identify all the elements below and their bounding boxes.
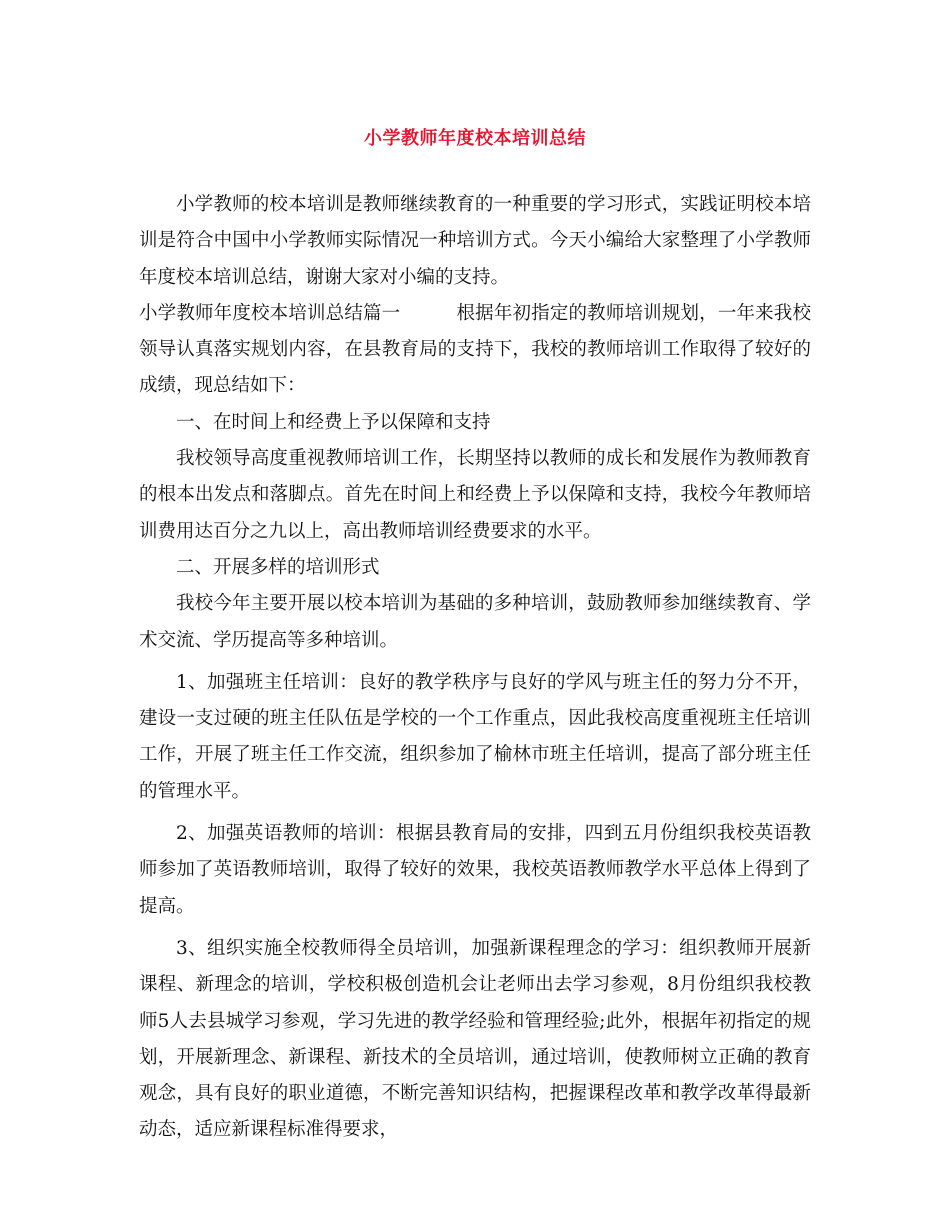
item-class-teacher-training: 1、加强班主任培训：良好的教学秩序与良好的学风与班主任的努力分不开，建设一支过硬的班主任队伍是学校的一个工作重点，因此我校高度重视班主任培训工作，开展了班主任工作交流，组织参加了榆林市班主任培训，提高了部分班主任的管理水平。 bbox=[139, 671, 811, 802]
document-title: 小学教师年度校本培训总结 bbox=[364, 128, 586, 149]
heading-training-forms: 二、开展多样的培训形式 bbox=[176, 556, 380, 578]
paragraph-time-funding: 我校领导高度重视教师培训工作，长期坚持以教师的成长和发展作为教师教育的根本出发点和落脚点。首先在时间上和经费上予以保障和支持，我校今年教师培训费用达百分之九以上，高出教师培训经费要求的水平。 bbox=[139, 448, 811, 542]
item-full-staff-training: 3、组织实施全校教师得全员培训，加强新课程理念的学习：组织教师开展新课程、新理念的培训，学校积极创造机会让老师出去学习参观，8月份组织我校教师5人去县城学习参观，学习先进的教学经验和管理经验;此外，根据年初指定的规划，开展新理念、新课程、新技术的全员培训，通过培训，使教师树立正确的教育观念，具有良好的职业道德，不断完善知识结构，把握课程改革和教学改革得最新动态，适应新课程标准得要求， bbox=[139, 937, 811, 1141]
intro-paragraph: 小学教师的校本培训是教师继续教育的一种重要的学习形式，实践证明校本培训是符合中国中小学教师实际情况一种培训方式。今天小编给大家整理了小学教师年度校本培训总结，谢谢大家对小编的支持。 bbox=[139, 194, 811, 288]
section-paragraph bbox=[139, 296, 811, 405]
document-body bbox=[139, 187, 811, 1149]
heading-time-funding: 一、在时间上和经费上予以保障和支持 bbox=[176, 411, 491, 433]
item-english-teacher-training: 2、加强英语教师的培训：根据县教育局的安排，四到五月份组织我校英语教师参加了英语教师培训，取得了较好的效果，我校英语教师教学水平总体上得到了提高。 bbox=[139, 823, 811, 917]
section-text: 根据年初指定的教师培训规划，一年来我校领导认真落实规划内容，在县教育局的支持下，我校的教师培训工作取得了较好的成绩，现总结如下： bbox=[139, 302, 811, 397]
section-label: 小学教师年度校本培训总结篇一 bbox=[139, 302, 401, 324]
paragraph-training-forms: 我校今年主要开展以校本培训为基础的多种培训，鼓励教师参加继续教育、学术交流、学历提高等多种培训。 bbox=[139, 593, 811, 651]
